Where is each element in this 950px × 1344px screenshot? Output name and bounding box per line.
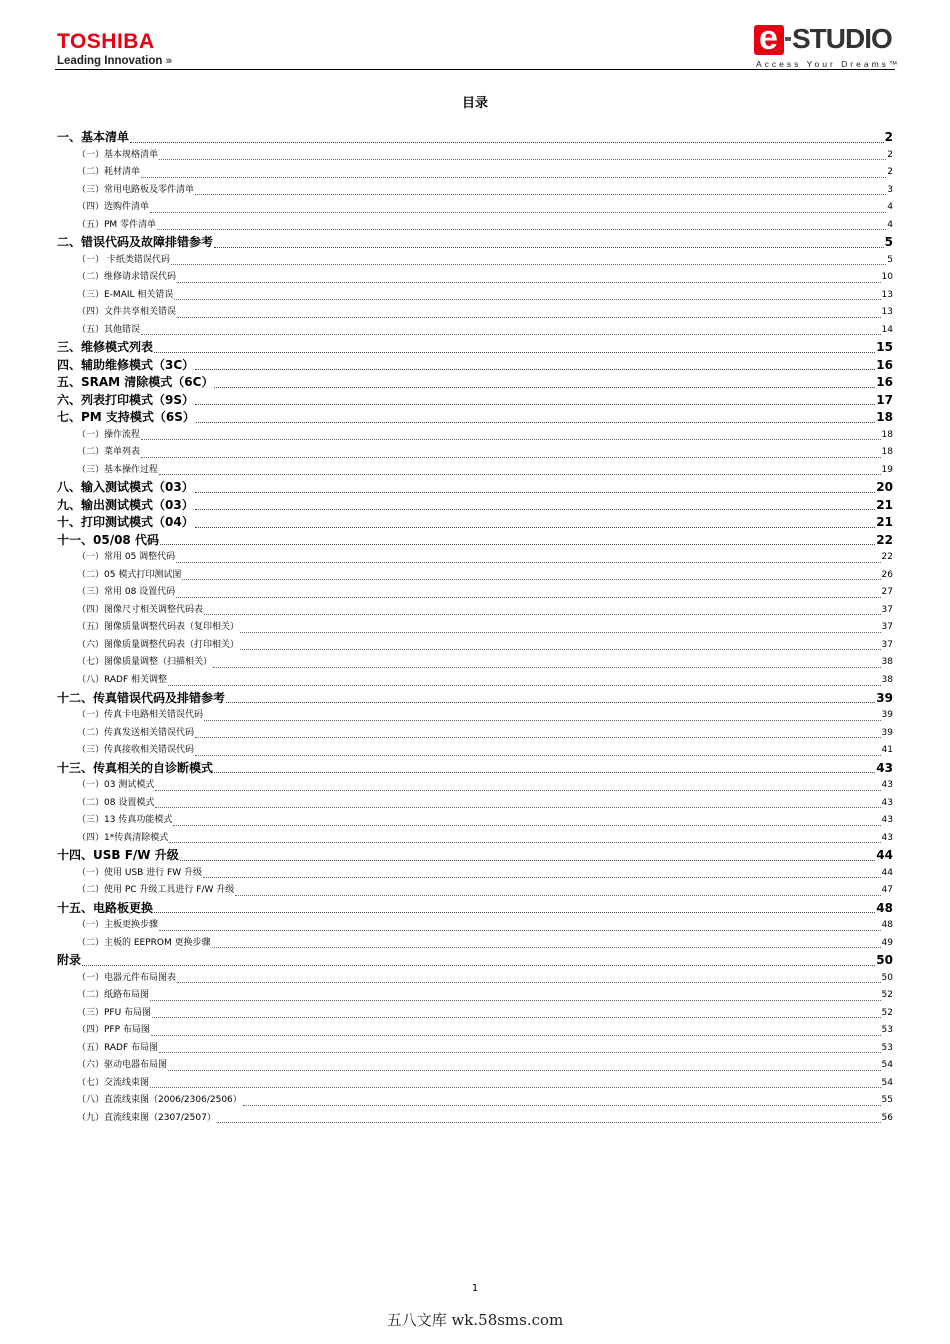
toc-entry-page: 20 [876, 480, 893, 495]
toc-subsection-entry[interactable] [57, 1110, 893, 1128]
toc-entry-page: 17 [876, 392, 893, 407]
toc-entry-page: 48 [876, 900, 893, 915]
toc-entry-label: （三）基本操作过程 [77, 464, 159, 475]
toc-entry-page: 27 [881, 587, 893, 598]
toc-entry-page: 53 [881, 1025, 893, 1036]
toc-subsection-entry[interactable] [57, 637, 893, 655]
toc-dot-leader [180, 860, 876, 861]
toc-dot-leader [152, 1017, 880, 1018]
toc-entry-page: 43 [881, 797, 893, 808]
toc-entry-page: 38 [881, 674, 893, 685]
toc-dot-leader [168, 1070, 881, 1071]
toc-entry-label: 六、列表打印模式（9S） [57, 392, 194, 407]
toc-entry-label: （七）交流线束图 [77, 1077, 150, 1088]
toc-section-entry[interactable] [57, 952, 893, 970]
site-watermark: 五八文库 wk.58sms.com [386, 1311, 564, 1329]
toc-subsection-entry[interactable] [57, 777, 893, 795]
toc-entry-label: 十二、传真错误代码及排错参考 [57, 690, 226, 705]
toc-section-entry[interactable] [57, 847, 893, 865]
toc-section-entry[interactable] [57, 900, 893, 918]
toc-entry-page: 18 [876, 410, 893, 425]
toc-dot-leader [154, 912, 875, 913]
toc-dot-leader [141, 177, 886, 178]
estudio-e-icon: e [754, 25, 784, 55]
toc-subsection-entry[interactable] [57, 725, 893, 743]
estudio-wordmark: STUDIO [792, 23, 892, 54]
toc-entry-page: 15 [876, 340, 893, 355]
toc-dot-leader [240, 649, 881, 650]
toc-dot-leader [169, 842, 880, 843]
toc-entry-label: （二）05 模式打印测试图 [77, 569, 182, 580]
toc-entry-page: 39 [881, 710, 893, 721]
toc-entry-page: 3 [887, 184, 893, 195]
toc-entry-label: （四）PFP 布局图 [77, 1025, 150, 1036]
toc-dot-leader [195, 509, 876, 510]
toc-subsection-entry[interactable] [57, 182, 893, 200]
toc-entry-page: 13 [881, 289, 893, 300]
toc-subsection-entry[interactable] [57, 987, 893, 1005]
toc-entry-page: 39 [876, 690, 893, 705]
toc-entry-page: 52 [881, 990, 893, 1001]
toc-entry-label: （一）常用 05 调整代码 [77, 552, 176, 563]
toc-dot-leader [157, 229, 886, 230]
toc-subsection-entry[interactable] [57, 707, 893, 725]
toc-subsection-entry[interactable] [57, 795, 893, 813]
toc-dot-leader [176, 597, 880, 598]
toc-dot-leader [195, 492, 876, 493]
toc-entry-page: 53 [881, 1042, 893, 1053]
toc-entry-label: 三、维修模式列表 [57, 340, 154, 355]
toc-subsection-entry[interactable] [57, 164, 893, 182]
toc-dot-leader [159, 930, 881, 931]
toc-entry-page: 4 [887, 219, 893, 230]
toc-entry-label: （四）选购件清单 [77, 202, 150, 213]
toc-dot-leader [243, 1105, 881, 1106]
toshiba-tagline-text: Leading Innovation [57, 55, 163, 67]
toc-entry-label: （一）电器元件布局图表 [77, 972, 177, 983]
toc-entry-label: （二）08 设置模式 [77, 797, 155, 808]
page-title: 目录 [461, 96, 488, 111]
toc-entry-label: （五）其他错误 [77, 324, 141, 335]
toc-subsection-entry[interactable] [57, 304, 893, 322]
toc-dot-leader [182, 579, 880, 580]
toc-entry-page: 43 [876, 760, 893, 775]
toc-dot-leader [204, 614, 881, 615]
toc-dot-leader [141, 439, 881, 440]
toc-subsection-entry[interactable] [57, 742, 893, 760]
toc-entry-label: （三）传真接收相关错误代码 [77, 745, 195, 756]
toc-section-entry[interactable] [57, 514, 893, 532]
toc-entry-page: 44 [876, 848, 893, 863]
toc-dot-leader [214, 772, 875, 773]
toc-entry-page: 21 [876, 497, 893, 512]
toc-entry-label: 八、输入测试模式（03） [57, 480, 194, 495]
toc-section-entry[interactable] [57, 409, 893, 427]
toc-subsection-entry[interactable] [57, 1092, 893, 1110]
toc-entry-label: （八）RADF 相关调整 [77, 674, 168, 685]
toc-dot-leader [240, 632, 881, 633]
estudio-tagline: Access Your Dreams™ [756, 59, 901, 69]
toc-section-entry[interactable] [57, 234, 893, 252]
toc-entry-page: 43 [881, 780, 893, 791]
toc-entry-label: 十、打印测试模式（04） [57, 515, 194, 530]
toc-dot-leader [168, 685, 881, 686]
toc-entry-page: 5 [887, 254, 893, 265]
toc-subsection-entry[interactable] [57, 672, 893, 690]
toc-subsection-entry[interactable] [57, 970, 893, 988]
toc-subsection-entry[interactable] [57, 1057, 893, 1075]
header-divider [55, 69, 895, 70]
toc-entry-label: （三）PFU 布局图 [77, 1007, 152, 1018]
toc-section-entry[interactable] [57, 357, 893, 375]
toc-dot-leader [160, 544, 875, 545]
toc-dot-leader [195, 737, 881, 738]
toc-dot-leader [159, 1052, 881, 1053]
toc-subsection-entry[interactable] [57, 812, 893, 830]
table-of-contents [57, 129, 893, 1127]
toc-entry-page: 2 [887, 167, 893, 178]
toc-dot-leader [177, 982, 881, 983]
toc-entry-page: 22 [876, 532, 893, 547]
toc-entry-page: 37 [881, 639, 893, 650]
toc-dot-leader [177, 317, 881, 318]
toc-dot-leader [195, 194, 886, 195]
toc-subsection-entry[interactable] [57, 619, 893, 637]
toc-entry-page: 21 [876, 515, 893, 530]
toc-entry-page: 18 [881, 429, 893, 440]
estudio-dash-icon [785, 37, 791, 41]
toc-dot-leader [150, 1087, 881, 1088]
toc-subsection-entry[interactable] [57, 1022, 893, 1040]
toc-entry-label: （四）图像尺寸相关调整代码表 [77, 604, 204, 615]
toc-entry-label: （二）维修请求错误代码 [77, 272, 177, 283]
toc-subsection-entry[interactable] [57, 287, 893, 305]
toc-entry-label: （二）传真发送相关错误代码 [77, 727, 195, 738]
toc-entry-page: 49 [881, 937, 893, 948]
toc-subsection-entry[interactable] [57, 199, 893, 217]
toc-entry-label: （二）纸路布局图 [77, 990, 150, 1001]
toc-entry-label: （五）图像质量调整代码表（复印相关） [77, 622, 240, 633]
toc-dot-leader [195, 404, 875, 405]
toc-subsection-entry[interactable] [57, 882, 893, 900]
toc-subsection-entry[interactable] [57, 1005, 893, 1023]
toc-subsection-entry[interactable] [57, 584, 893, 602]
toc-subsection-entry[interactable] [57, 865, 893, 883]
toc-subsection-entry[interactable] [57, 427, 893, 445]
toc-subsection-entry[interactable] [57, 1075, 893, 1093]
toc-entry-label: 二、错误代码及故障排错参考 [57, 235, 214, 250]
toc-entry-page: 4 [887, 202, 893, 213]
toc-entry-page: 38 [881, 657, 893, 668]
toc-dot-leader [151, 1035, 881, 1036]
toc-subsection-entry[interactable] [57, 322, 893, 340]
toc-dot-leader [82, 965, 875, 966]
toc-dot-leader [150, 212, 886, 213]
toc-entry-label: （八）直流线束图（2006/2306/2506） [77, 1095, 242, 1106]
toc-subsection-entry[interactable] [57, 1040, 893, 1058]
toc-entry-page: 55 [881, 1095, 893, 1106]
toc-entry-label: （一）03 测试模式 [77, 780, 155, 791]
toc-entry-label: （一）主板更换步骤 [77, 920, 159, 931]
toc-subsection-entry[interactable] [57, 917, 893, 935]
toc-section-entry[interactable] [57, 532, 893, 550]
toc-section-entry[interactable] [57, 479, 893, 497]
toc-dot-leader [155, 790, 880, 791]
toc-entry-label: （一）基本规格清单 [77, 149, 159, 160]
toc-entry-page: 16 [876, 357, 893, 372]
toc-entry-page: 56 [881, 1112, 893, 1123]
toc-entry-label: （四）文件共享相关错误 [77, 307, 177, 318]
toc-entry-label: （一）操作流程 [77, 429, 141, 440]
toc-dot-leader [195, 369, 875, 370]
toc-entry-label: （六）驱动电器布局图 [77, 1060, 168, 1071]
toc-dot-leader [235, 895, 880, 896]
toc-dot-leader [173, 825, 880, 826]
toc-entry-label: （九）直流线束图（2307/2507） [77, 1112, 216, 1123]
toc-dot-leader [226, 702, 875, 703]
toc-dot-leader [130, 142, 884, 143]
toc-entry-label: （二）使用 PC 升级工具进行 F/W 升级 [77, 885, 235, 896]
toc-dot-leader [196, 422, 875, 423]
toc-dot-leader [214, 247, 884, 248]
toc-section-entry[interactable] [57, 129, 893, 147]
toc-entry-label: （二）菜单列表 [77, 447, 141, 458]
toc-dot-leader [212, 947, 881, 948]
toc-subsection-entry[interactable] [57, 147, 893, 165]
toc-entry-label: （三）13 传真功能模式 [77, 815, 173, 826]
toc-dot-leader [141, 334, 881, 335]
toc-entry-label: 一、基本清单 [57, 130, 130, 144]
toc-entry-label: （五）RADF 布局图 [77, 1042, 159, 1053]
toc-entry-label: 九、输出测试模式（03） [57, 497, 194, 512]
toc-dot-leader [214, 387, 875, 388]
toc-dot-leader [154, 352, 875, 353]
toc-entry-page: 5 [884, 235, 893, 250]
toc-section-entry[interactable] [57, 497, 893, 515]
toc-entry-label: （一）使用 USB 进行 FW 升级 [77, 867, 202, 878]
toc-entry-page: 48 [881, 920, 893, 931]
toc-entry-label: 附录 [57, 953, 82, 968]
toc-entry-page: 14 [881, 324, 893, 335]
toc-subsection-entry[interactable] [57, 217, 893, 235]
toc-entry-label: 五、SRAM 清除模式（6C） [57, 375, 214, 390]
toc-subsection-entry[interactable] [57, 935, 893, 953]
toc-entry-page: 43 [881, 815, 893, 826]
toc-section-entry[interactable] [57, 392, 893, 410]
toc-entry-page: 16 [876, 375, 893, 390]
toc-entry-page: 41 [881, 745, 893, 756]
toc-entry-page: 2 [887, 149, 893, 160]
toc-subsection-entry[interactable] [57, 567, 893, 585]
toc-entry-page: 22 [881, 552, 893, 563]
toc-subsection-entry[interactable] [57, 654, 893, 672]
toc-entry-page: 52 [881, 1007, 893, 1018]
toc-dot-leader [204, 720, 881, 721]
toc-entry-label: （四）1*传真清除模式 [77, 832, 169, 843]
chevron-right-icon: ››› [165, 55, 171, 67]
page-number: 1 [471, 1283, 479, 1294]
toc-section-entry[interactable] [57, 374, 893, 392]
toc-dot-leader [150, 1000, 881, 1001]
toc-entry-label: （六）图像质量调整代码表（打印相关） [77, 639, 240, 650]
toshiba-logo: TOSHIBA [57, 30, 155, 53]
toc-entry-page: 13 [881, 307, 893, 318]
toshiba-tagline [57, 55, 170, 67]
page-header [0, 0, 950, 72]
toc-entry-label: （二）耗材清单 [77, 167, 141, 178]
toc-dot-leader [155, 807, 880, 808]
toc-entry-label: （一） 卡纸类错误代码 [77, 254, 170, 265]
toc-entry-page: 26 [881, 569, 893, 580]
toc-entry-page: 54 [881, 1060, 893, 1071]
toc-entry-label: 四、辅助维修模式（3C） [57, 357, 195, 372]
toc-dot-leader [159, 159, 886, 160]
toc-entry-label: 七、PM 支持模式（6S） [57, 410, 195, 425]
toc-dot-leader [213, 667, 881, 668]
toc-entry-page: 47 [881, 885, 893, 896]
toc-dot-leader [217, 1122, 881, 1123]
toc-dot-leader [176, 562, 880, 563]
toc-entry-page: 44 [881, 867, 893, 878]
toc-dot-leader [174, 299, 880, 300]
toc-entry-label: （三）E-MAIL 相关错误 [77, 289, 174, 300]
toc-entry-label: （一）传真卡电路相关错误代码 [77, 710, 204, 721]
toc-entry-label: （三）常用电路板及零件清单 [77, 184, 195, 195]
toc-entry-page: 37 [881, 622, 893, 633]
toc-entry-page: 2 [884, 130, 893, 144]
toc-subsection-entry[interactable] [57, 252, 893, 270]
toc-entry-label: 十四、USB F/W 升级 [57, 848, 179, 863]
toc-dot-leader [159, 474, 881, 475]
toc-entry-page: 54 [881, 1077, 893, 1088]
toc-subsection-entry[interactable] [57, 269, 893, 287]
toc-subsection-entry[interactable] [57, 462, 893, 480]
toc-subsection-entry[interactable] [57, 549, 893, 567]
toc-entry-label: （五）PM 零件清单 [77, 219, 157, 230]
estudio-logo [754, 19, 894, 58]
toc-entry-page: 19 [881, 464, 893, 475]
toc-dot-leader [171, 264, 886, 265]
toc-dot-leader [177, 282, 881, 283]
toc-entry-page: 37 [881, 604, 893, 615]
toc-section-entry[interactable] [57, 760, 893, 778]
toc-entry-page: 50 [881, 972, 893, 983]
toc-entry-label: （七）图像质量调整（扫描相关） [77, 657, 213, 668]
toc-subsection-entry[interactable] [57, 602, 893, 620]
toc-entry-page: 18 [881, 447, 893, 458]
toc-entry-label: 十一、05/08 代码 [57, 532, 159, 547]
toc-dot-leader [195, 755, 881, 756]
toc-entry-label: 十三、传真相关的自诊断模式 [57, 760, 214, 775]
toc-entry-page: 50 [876, 953, 893, 968]
toc-dot-leader [141, 457, 881, 458]
toc-section-entry[interactable] [57, 690, 893, 708]
toc-entry-label: （三）常用 08 设置代码 [77, 587, 176, 598]
toc-entry-page: 10 [881, 272, 893, 283]
toc-dot-leader [195, 527, 876, 528]
toc-subsection-entry[interactable] [57, 444, 893, 462]
toc-entry-label: 十五、电路板更换 [57, 900, 154, 915]
toc-entry-label: （二）主板的 EEPROM 更换步骤 [77, 937, 211, 948]
toc-entry-page: 39 [881, 727, 893, 738]
toc-entry-page: 43 [881, 832, 893, 843]
toc-subsection-entry[interactable] [57, 830, 893, 848]
toc-section-entry[interactable] [57, 339, 893, 357]
toc-dot-leader [203, 877, 881, 878]
